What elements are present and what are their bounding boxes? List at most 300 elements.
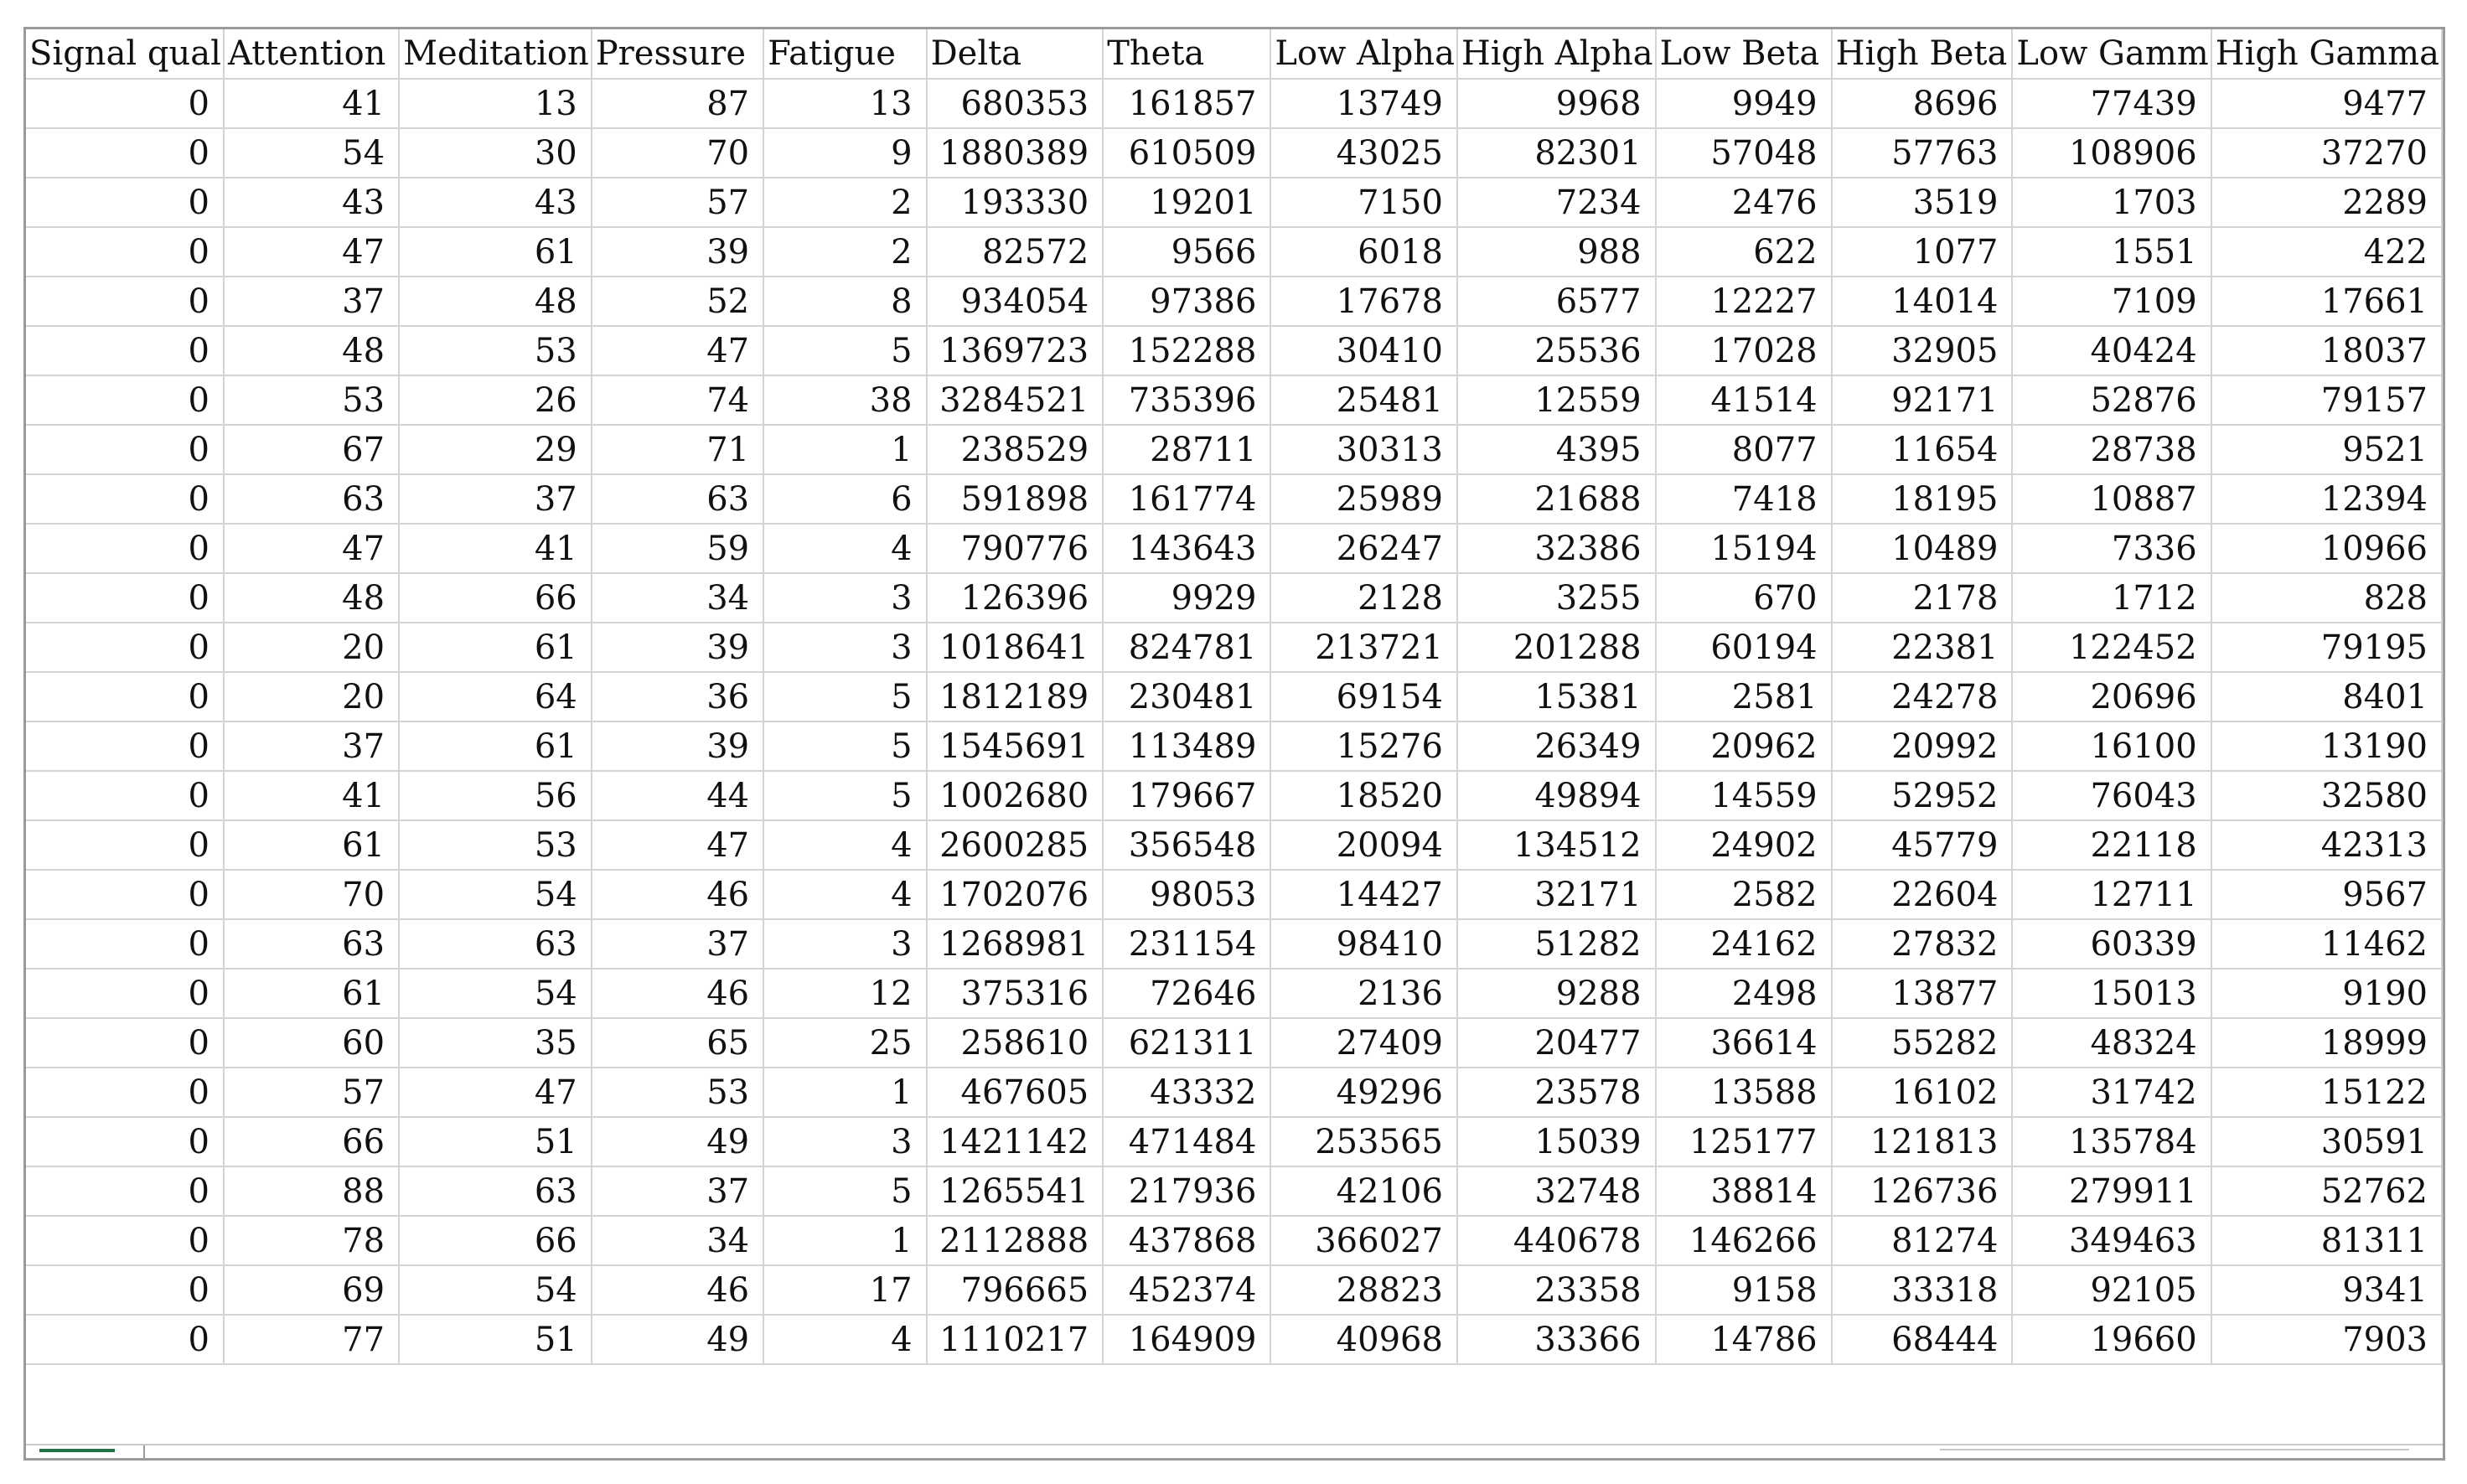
table-cell[interactable]: 16100 <box>2012 721 2211 771</box>
table-cell[interactable]: 18999 <box>2211 1018 2442 1068</box>
table-cell[interactable]: 30591 <box>2211 1117 2442 1166</box>
table-cell[interactable]: 33318 <box>1832 1265 2013 1315</box>
table-cell[interactable]: 471484 <box>1103 1117 1270 1166</box>
table-cell[interactable]: 988 <box>1457 227 1656 277</box>
table-cell[interactable]: 3284521 <box>927 375 1104 425</box>
table-cell[interactable]: 63 <box>224 919 399 969</box>
table-cell[interactable]: 30410 <box>1270 326 1457 375</box>
table-cell[interactable]: 258610 <box>927 1018 1104 1068</box>
table-cell[interactable]: 66 <box>224 1117 399 1166</box>
table-cell[interactable]: 134512 <box>1457 820 1656 870</box>
sheet-tab[interactable] <box>26 1445 145 1461</box>
table-cell[interactable]: 143643 <box>1103 524 1270 573</box>
table-cell[interactable]: 82301 <box>1457 128 1656 178</box>
table-cell[interactable]: 0 <box>26 227 224 277</box>
table-cell[interactable]: 32386 <box>1457 524 1656 573</box>
table-cell[interactable]: 77 <box>224 1315 399 1364</box>
table-cell[interactable]: 71 <box>592 425 763 474</box>
table-cell[interactable]: 28711 <box>1103 425 1270 474</box>
column-header-cell[interactable]: Pressure <box>592 29 763 79</box>
table-cell[interactable]: 25 <box>763 1018 926 1068</box>
table-cell[interactable]: 49296 <box>1270 1068 1457 1117</box>
table-cell[interactable]: 230481 <box>1103 672 1270 721</box>
table-cell[interactable]: 0 <box>26 771 224 820</box>
table-cell[interactable]: 48324 <box>2012 1018 2211 1068</box>
table-cell[interactable]: 13190 <box>2211 721 2442 771</box>
table-cell[interactable]: 126396 <box>927 573 1104 623</box>
table-cell[interactable]: 39 <box>592 227 763 277</box>
table-cell[interactable]: 20696 <box>2012 672 2211 721</box>
table-cell[interactable]: 161774 <box>1103 474 1270 524</box>
table-cell[interactable]: 54 <box>399 969 592 1018</box>
table-cell[interactable]: 20962 <box>1656 721 1832 771</box>
table-cell[interactable]: 0 <box>26 1018 224 1068</box>
table-cell[interactable]: 4 <box>763 1315 926 1364</box>
table-cell[interactable]: 1 <box>763 1068 926 1117</box>
table-cell[interactable]: 3 <box>763 919 926 969</box>
table-cell[interactable]: 26247 <box>1270 524 1457 573</box>
table-cell[interactable]: 7234 <box>1457 178 1656 227</box>
table-cell[interactable]: 12394 <box>2211 474 2442 524</box>
table-cell[interactable]: 0 <box>26 425 224 474</box>
table-cell[interactable]: 22604 <box>1832 870 2013 919</box>
table-cell[interactable]: 39 <box>592 623 763 672</box>
table-cell[interactable]: 51282 <box>1457 919 1656 969</box>
table-cell[interactable]: 3 <box>763 573 926 623</box>
table-cell[interactable]: 2582 <box>1656 870 1832 919</box>
table-cell[interactable]: 2178 <box>1832 573 2013 623</box>
table-cell[interactable]: 0 <box>26 1117 224 1166</box>
table-cell[interactable]: 18037 <box>2211 326 2442 375</box>
table-cell[interactable]: 60 <box>224 1018 399 1068</box>
table-cell[interactable]: 70 <box>224 870 399 919</box>
table-cell[interactable]: 28823 <box>1270 1265 1457 1315</box>
table-cell[interactable]: 591898 <box>927 474 1104 524</box>
table-cell[interactable]: 2498 <box>1656 969 1832 1018</box>
table-cell[interactable]: 26349 <box>1457 721 1656 771</box>
table-cell[interactable]: 231154 <box>1103 919 1270 969</box>
table-cell[interactable]: 0 <box>26 277 224 326</box>
table-cell[interactable]: 161857 <box>1103 79 1270 128</box>
table-cell[interactable]: 3519 <box>1832 178 2013 227</box>
table-cell[interactable]: 23358 <box>1457 1265 1656 1315</box>
table-cell[interactable]: 9929 <box>1103 573 1270 623</box>
table-cell[interactable]: 0 <box>26 524 224 573</box>
table-cell[interactable]: 217936 <box>1103 1166 1270 1216</box>
table-cell[interactable]: 20 <box>224 623 399 672</box>
table-cell[interactable]: 49 <box>592 1315 763 1364</box>
table-cell[interactable]: 2 <box>763 227 926 277</box>
table-cell[interactable]: 9566 <box>1103 227 1270 277</box>
table-cell[interactable]: 7150 <box>1270 178 1457 227</box>
table-cell[interactable]: 34 <box>592 573 763 623</box>
table-cell[interactable]: 0 <box>26 1216 224 1265</box>
table-cell[interactable]: 13588 <box>1656 1068 1832 1117</box>
table-cell[interactable]: 610509 <box>1103 128 1270 178</box>
table-cell[interactable]: 238529 <box>927 425 1104 474</box>
table-cell[interactable]: 43 <box>224 178 399 227</box>
table-cell[interactable]: 122452 <box>2012 623 2211 672</box>
table-cell[interactable]: 15194 <box>1656 524 1832 573</box>
table-cell[interactable]: 452374 <box>1103 1265 1270 1315</box>
table-cell[interactable]: 35 <box>399 1018 592 1068</box>
table-cell[interactable]: 27409 <box>1270 1018 1457 1068</box>
table-cell[interactable]: 15039 <box>1457 1117 1656 1166</box>
table-cell[interactable]: 0 <box>26 820 224 870</box>
column-header-cell[interactable]: Signal qual <box>26 29 224 79</box>
table-cell[interactable]: 0 <box>26 375 224 425</box>
table-cell[interactable]: 2600285 <box>927 820 1104 870</box>
table-cell[interactable]: 55282 <box>1832 1018 2013 1068</box>
table-cell[interactable]: 4 <box>763 820 926 870</box>
table-cell[interactable]: 20 <box>224 672 399 721</box>
table-cell[interactable]: 53 <box>224 375 399 425</box>
table-cell[interactable]: 47 <box>224 524 399 573</box>
table-cell[interactable]: 59 <box>592 524 763 573</box>
table-cell[interactable]: 42106 <box>1270 1166 1457 1216</box>
table-cell[interactable]: 4 <box>763 524 926 573</box>
table-cell[interactable]: 77439 <box>2012 79 2211 128</box>
table-cell[interactable]: 5 <box>763 672 926 721</box>
table-cell[interactable]: 40968 <box>1270 1315 1457 1364</box>
table-cell[interactable]: 3 <box>763 1117 926 1166</box>
table-cell[interactable]: 19201 <box>1103 178 1270 227</box>
table-cell[interactable]: 36 <box>592 672 763 721</box>
table-cell[interactable]: 3255 <box>1457 573 1656 623</box>
table-cell[interactable]: 437868 <box>1103 1216 1270 1265</box>
table-cell[interactable]: 47 <box>224 227 399 277</box>
table-cell[interactable]: 78 <box>224 1216 399 1265</box>
table-cell[interactable]: 17 <box>763 1265 926 1315</box>
table-cell[interactable]: 17028 <box>1656 326 1832 375</box>
table-cell[interactable]: 10489 <box>1832 524 2013 573</box>
table-cell[interactable]: 164909 <box>1103 1315 1270 1364</box>
table-cell[interactable]: 7109 <box>2012 277 2211 326</box>
table-cell[interactable]: 375316 <box>927 969 1104 1018</box>
table-cell[interactable]: 43025 <box>1270 128 1457 178</box>
table-cell[interactable]: 253565 <box>1270 1117 1457 1166</box>
table-cell[interactable]: 24278 <box>1832 672 2013 721</box>
table-cell[interactable]: 64 <box>399 672 592 721</box>
table-cell[interactable]: 23578 <box>1457 1068 1656 1117</box>
table-cell[interactable]: 0 <box>26 178 224 227</box>
table-cell[interactable]: 0 <box>26 1068 224 1117</box>
table-cell[interactable]: 97386 <box>1103 277 1270 326</box>
table-cell[interactable]: 121813 <box>1832 1117 2013 1166</box>
table-cell[interactable]: 14559 <box>1656 771 1832 820</box>
table-cell[interactable]: 49894 <box>1457 771 1656 820</box>
table-cell[interactable]: 12711 <box>2012 870 2211 919</box>
table-cell[interactable]: 2476 <box>1656 178 1832 227</box>
table-cell[interactable]: 38 <box>763 375 926 425</box>
table-cell[interactable]: 213721 <box>1270 623 1457 672</box>
table-cell[interactable]: 108906 <box>2012 128 2211 178</box>
table-cell[interactable]: 824781 <box>1103 623 1270 672</box>
table-cell[interactable]: 18195 <box>1832 474 2013 524</box>
table-cell[interactable]: 61 <box>399 623 592 672</box>
table-cell[interactable]: 15276 <box>1270 721 1457 771</box>
table-cell[interactable]: 5 <box>763 771 926 820</box>
table-cell[interactable]: 70 <box>592 128 763 178</box>
column-header-cell[interactable]: Low Alpha <box>1270 29 1457 79</box>
table-cell[interactable]: 34 <box>592 1216 763 1265</box>
table-cell[interactable]: 32171 <box>1457 870 1656 919</box>
table-cell[interactable]: 11654 <box>1832 425 2013 474</box>
table-cell[interactable]: 15381 <box>1457 672 1656 721</box>
table-cell[interactable]: 7336 <box>2012 524 2211 573</box>
table-cell[interactable]: 5 <box>763 326 926 375</box>
table-cell[interactable]: 0 <box>26 573 224 623</box>
table-cell[interactable]: 79157 <box>2211 375 2442 425</box>
table-cell[interactable]: 57048 <box>1656 128 1832 178</box>
table-cell[interactable]: 46 <box>592 1265 763 1315</box>
table-cell[interactable]: 65 <box>592 1018 763 1068</box>
table-cell[interactable]: 13749 <box>1270 79 1457 128</box>
table-cell[interactable]: 9477 <box>2211 79 2442 128</box>
table-cell[interactable]: 1421142 <box>927 1117 1104 1166</box>
table-cell[interactable]: 48 <box>224 573 399 623</box>
table-cell[interactable]: 9341 <box>2211 1265 2442 1315</box>
table-cell[interactable]: 57763 <box>1832 128 2013 178</box>
table-cell[interactable]: 0 <box>26 969 224 1018</box>
table-cell[interactable]: 87 <box>592 79 763 128</box>
table-cell[interactable]: 52876 <box>2012 375 2211 425</box>
table-cell[interactable]: 51 <box>399 1315 592 1364</box>
table-cell[interactable]: 63 <box>224 474 399 524</box>
column-header-cell[interactable]: Attention <box>224 29 399 79</box>
table-cell[interactable]: 12227 <box>1656 277 1832 326</box>
table-cell[interactable]: 4395 <box>1457 425 1656 474</box>
table-cell[interactable]: 39 <box>592 721 763 771</box>
table-cell[interactable]: 61 <box>399 721 592 771</box>
table-cell[interactable]: 31742 <box>2012 1068 2211 1117</box>
table-cell[interactable]: 48 <box>224 326 399 375</box>
table-cell[interactable]: 0 <box>26 474 224 524</box>
table-cell[interactable]: 36614 <box>1656 1018 1832 1068</box>
table-cell[interactable]: 15013 <box>2012 969 2211 1018</box>
table-cell[interactable]: 1812189 <box>927 672 1104 721</box>
table-cell[interactable]: 81311 <box>2211 1216 2442 1265</box>
table-cell[interactable]: 98410 <box>1270 919 1457 969</box>
table-cell[interactable]: 25989 <box>1270 474 1457 524</box>
table-cell[interactable]: 1110217 <box>927 1315 1104 1364</box>
table-cell[interactable]: 193330 <box>927 178 1104 227</box>
table-cell[interactable]: 8077 <box>1656 425 1832 474</box>
table-cell[interactable]: 32748 <box>1457 1166 1656 1216</box>
table-cell[interactable]: 8401 <box>2211 672 2442 721</box>
horizontal-scrollbar[interactable] <box>1940 1449 2409 1461</box>
table-cell[interactable]: 7903 <box>2211 1315 2442 1364</box>
table-cell[interactable]: 125177 <box>1656 1117 1832 1166</box>
table-cell[interactable]: 2581 <box>1656 672 1832 721</box>
table-cell[interactable]: 440678 <box>1457 1216 1656 1265</box>
table-cell[interactable]: 22118 <box>2012 820 2211 870</box>
table-cell[interactable]: 0 <box>26 128 224 178</box>
table-cell[interactable]: 467605 <box>927 1068 1104 1117</box>
table-cell[interactable]: 19660 <box>2012 1315 2211 1364</box>
table-cell[interactable]: 28738 <box>2012 425 2211 474</box>
table-cell[interactable]: 43332 <box>1103 1068 1270 1117</box>
table-cell[interactable]: 37 <box>399 474 592 524</box>
table-cell[interactable]: 12 <box>763 969 926 1018</box>
column-header-cell[interactable]: Fatigue <box>763 29 926 79</box>
table-cell[interactable]: 30 <box>399 128 592 178</box>
table-cell[interactable]: 790776 <box>927 524 1104 573</box>
table-cell[interactable]: 1703 <box>2012 178 2211 227</box>
table-cell[interactable]: 26 <box>399 375 592 425</box>
table-cell[interactable]: 44 <box>592 771 763 820</box>
table-cell[interactable]: 349463 <box>2012 1216 2211 1265</box>
table-cell[interactable]: 53 <box>592 1068 763 1117</box>
table-cell[interactable]: 152288 <box>1103 326 1270 375</box>
table-cell[interactable]: 46 <box>592 870 763 919</box>
table-cell[interactable]: 2136 <box>1270 969 1457 1018</box>
table-cell[interactable]: 9949 <box>1656 79 1832 128</box>
table-cell[interactable]: 52952 <box>1832 771 2013 820</box>
table-cell[interactable]: 37 <box>592 919 763 969</box>
table-cell[interactable]: 37 <box>592 1166 763 1216</box>
table-cell[interactable]: 69154 <box>1270 672 1457 721</box>
table-cell[interactable]: 6577 <box>1457 277 1656 326</box>
table-cell[interactable]: 0 <box>26 623 224 672</box>
table-cell[interactable]: 27832 <box>1832 919 2013 969</box>
table-cell[interactable]: 366027 <box>1270 1216 1457 1265</box>
table-cell[interactable]: 9521 <box>2211 425 2442 474</box>
table-cell[interactable]: 53 <box>399 326 592 375</box>
column-header-cell[interactable]: High Beta <box>1832 29 2013 79</box>
column-header-cell[interactable]: High Alpha <box>1457 29 1656 79</box>
table-cell[interactable]: 41 <box>224 79 399 128</box>
table-cell[interactable]: 126736 <box>1832 1166 2013 1216</box>
table-cell[interactable]: 1265541 <box>927 1166 1104 1216</box>
table-cell[interactable]: 92105 <box>2012 1265 2211 1315</box>
table-cell[interactable]: 0 <box>26 870 224 919</box>
table-cell[interactable]: 0 <box>26 672 224 721</box>
table-cell[interactable]: 46 <box>592 969 763 1018</box>
table-cell[interactable]: 15122 <box>2211 1068 2442 1117</box>
table-cell[interactable]: 33366 <box>1457 1315 1656 1364</box>
table-cell[interactable]: 69 <box>224 1265 399 1315</box>
table-cell[interactable]: 356548 <box>1103 820 1270 870</box>
table-cell[interactable]: 0 <box>26 721 224 771</box>
table-cell[interactable]: 796665 <box>927 1265 1104 1315</box>
table-cell[interactable]: 146266 <box>1656 1216 1832 1265</box>
table-cell[interactable]: 1545691 <box>927 721 1104 771</box>
table-cell[interactable]: 25536 <box>1457 326 1656 375</box>
table-cell[interactable]: 622 <box>1656 227 1832 277</box>
table-cell[interactable]: 98053 <box>1103 870 1270 919</box>
table-cell[interactable]: 0 <box>26 1315 224 1364</box>
table-cell[interactable]: 1268981 <box>927 919 1104 969</box>
table-cell[interactable]: 9288 <box>1457 969 1656 1018</box>
table-cell[interactable]: 2289 <box>2211 178 2442 227</box>
table-cell[interactable]: 13877 <box>1832 969 2013 1018</box>
table-cell[interactable]: 10887 <box>2012 474 2211 524</box>
table-cell[interactable]: 32905 <box>1832 326 2013 375</box>
table-cell[interactable]: 14427 <box>1270 870 1457 919</box>
table-cell[interactable]: 41 <box>399 524 592 573</box>
table-cell[interactable]: 40424 <box>2012 326 2211 375</box>
table-cell[interactable]: 47 <box>399 1068 592 1117</box>
table-cell[interactable]: 1369723 <box>927 326 1104 375</box>
table-cell[interactable]: 63 <box>592 474 763 524</box>
table-cell[interactable]: 53 <box>399 820 592 870</box>
table-cell[interactable]: 72646 <box>1103 969 1270 1018</box>
table-cell[interactable]: 30313 <box>1270 425 1457 474</box>
table-cell[interactable]: 24902 <box>1656 820 1832 870</box>
table-cell[interactable]: 0 <box>26 919 224 969</box>
table-cell[interactable]: 113489 <box>1103 721 1270 771</box>
table-cell[interactable]: 735396 <box>1103 375 1270 425</box>
table-cell[interactable]: 201288 <box>1457 623 1656 672</box>
table-cell[interactable]: 45779 <box>1832 820 2013 870</box>
table-cell[interactable]: 92171 <box>1832 375 2013 425</box>
table-cell[interactable]: 66 <box>399 573 592 623</box>
table-cell[interactable]: 82572 <box>927 227 1104 277</box>
table-cell[interactable]: 179667 <box>1103 771 1270 820</box>
table-cell[interactable]: 11462 <box>2211 919 2442 969</box>
table-cell[interactable]: 48 <box>399 277 592 326</box>
table-cell[interactable]: 8696 <box>1832 79 2013 128</box>
table-cell[interactable]: 934054 <box>927 277 1104 326</box>
table-cell[interactable]: 76043 <box>2012 771 2211 820</box>
table-cell[interactable]: 68444 <box>1832 1315 2013 1364</box>
table-cell[interactable]: 60339 <box>2012 919 2211 969</box>
table-cell[interactable]: 8 <box>763 277 926 326</box>
table-cell[interactable]: 0 <box>26 1166 224 1216</box>
table-cell[interactable]: 63 <box>399 919 592 969</box>
table-cell[interactable]: 61 <box>399 227 592 277</box>
table-cell[interactable]: 1702076 <box>927 870 1104 919</box>
table-cell[interactable]: 13 <box>399 79 592 128</box>
table-cell[interactable]: 680353 <box>927 79 1104 128</box>
table-cell[interactable]: 54 <box>224 128 399 178</box>
table-cell[interactable]: 279911 <box>2012 1166 2211 1216</box>
table-cell[interactable]: 0 <box>26 326 224 375</box>
table-cell[interactable]: 9567 <box>2211 870 2442 919</box>
table-cell[interactable]: 17678 <box>1270 277 1457 326</box>
table-cell[interactable]: 1 <box>763 425 926 474</box>
table-cell[interactable]: 14786 <box>1656 1315 1832 1364</box>
table-cell[interactable]: 56 <box>399 771 592 820</box>
table-cell[interactable]: 1077 <box>1832 227 2013 277</box>
table-cell[interactable]: 41 <box>224 771 399 820</box>
table-cell[interactable]: 47 <box>592 326 763 375</box>
table-cell[interactable]: 1002680 <box>927 771 1104 820</box>
table-cell[interactable]: 20992 <box>1832 721 2013 771</box>
table-cell[interactable]: 52 <box>592 277 763 326</box>
table-cell[interactable]: 49 <box>592 1117 763 1166</box>
column-header-cell[interactable]: Low Gamm <box>2012 29 2211 79</box>
table-cell[interactable]: 18520 <box>1270 771 1457 820</box>
table-cell[interactable]: 1 <box>763 1216 926 1265</box>
column-header-cell[interactable]: High Gamma <box>2211 29 2442 79</box>
table-cell[interactable]: 21688 <box>1457 474 1656 524</box>
table-cell[interactable]: 670 <box>1656 573 1832 623</box>
table-cell[interactable]: 9190 <box>2211 969 2442 1018</box>
table-cell[interactable]: 5 <box>763 1166 926 1216</box>
table-cell[interactable]: 37270 <box>2211 128 2442 178</box>
table-cell[interactable]: 81274 <box>1832 1216 2013 1265</box>
table-cell[interactable]: 0 <box>26 79 224 128</box>
table-cell[interactable]: 42313 <box>2211 820 2442 870</box>
table-cell[interactable]: 135784 <box>2012 1117 2211 1166</box>
table-cell[interactable]: 20477 <box>1457 1018 1656 1068</box>
table-cell[interactable]: 20094 <box>1270 820 1457 870</box>
table-cell[interactable]: 79195 <box>2211 623 2442 672</box>
table-cell[interactable]: 10966 <box>2211 524 2442 573</box>
table-cell[interactable]: 32580 <box>2211 771 2442 820</box>
